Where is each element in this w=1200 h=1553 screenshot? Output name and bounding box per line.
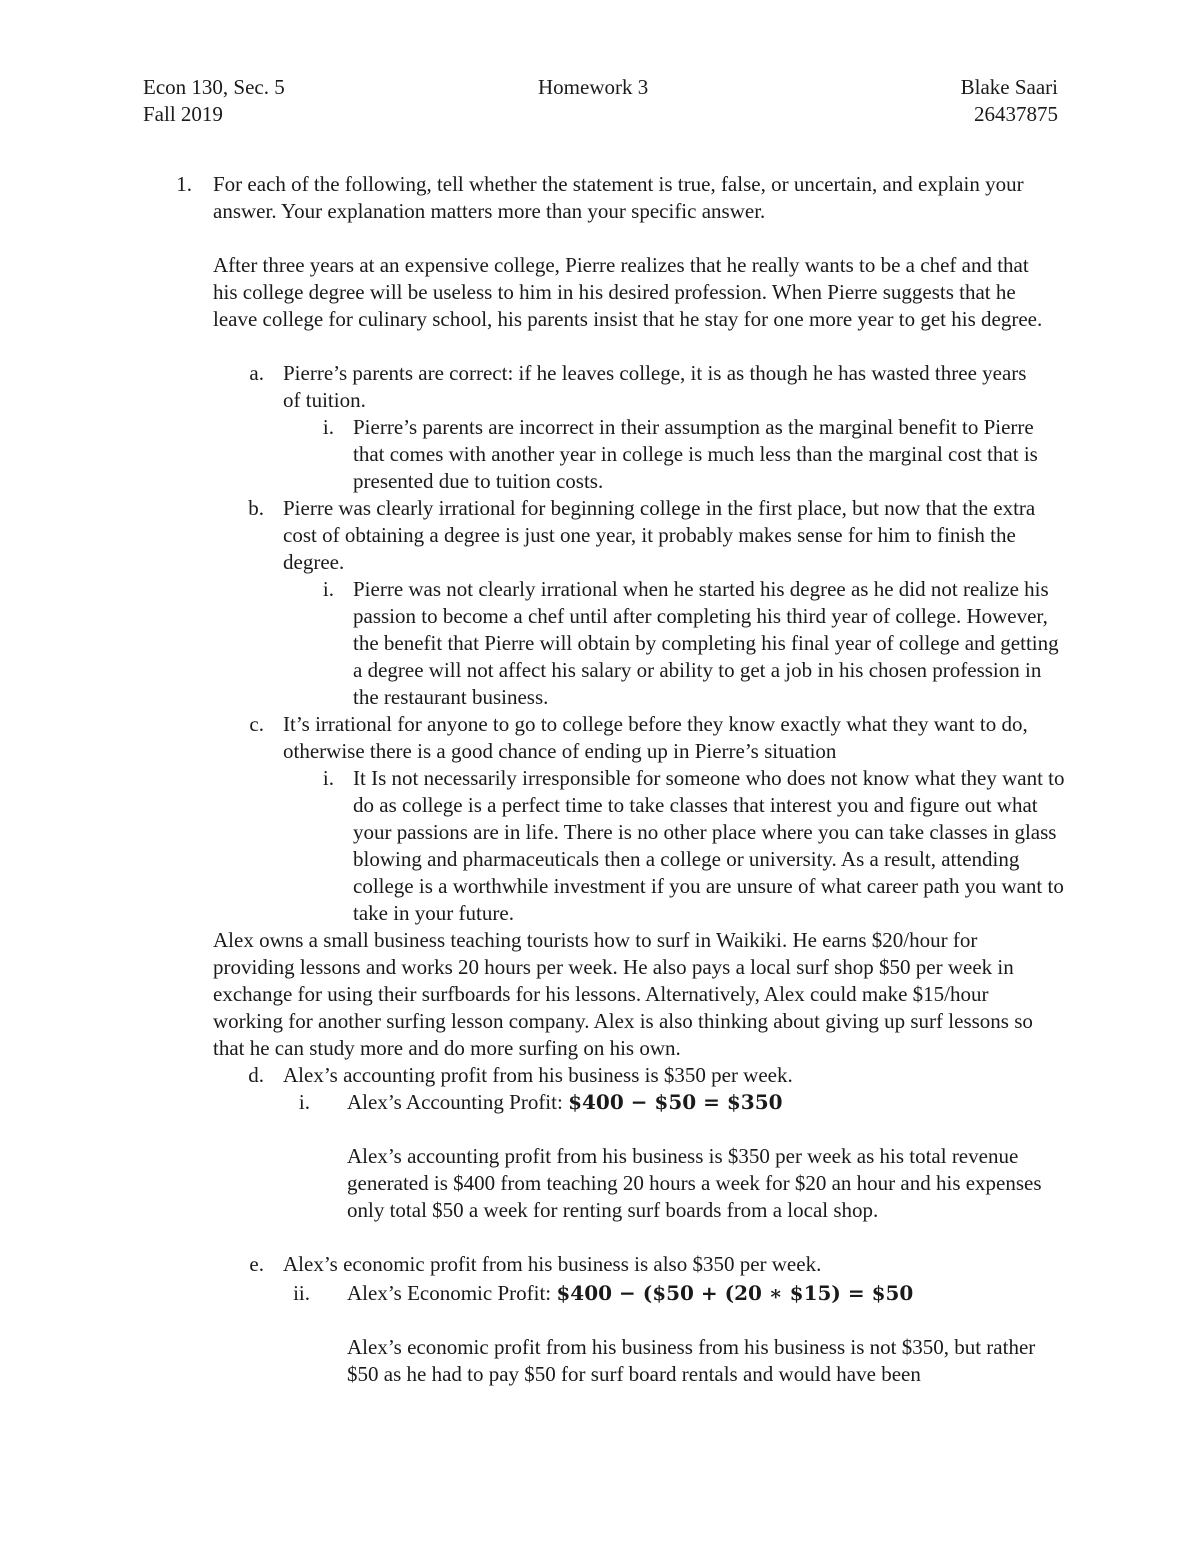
item-e-formula-line — [347, 1280, 1067, 1307]
item-c-answer-label: i. — [322, 766, 334, 790]
item-a-answer-label: i. — [322, 415, 334, 439]
scenario-alex: Alex owns a small business teaching tourists how to surf in Waikiki. He earns $20/hour for providing lessons and works 20 hours per week. He also pays a local surf shop $50 per week in exchange for using their surfboards for his lessons. Alternatively, Alex could make $15/hour working for another surfing lesson company. Alex is also thinking about giving up surf lessons so that he can study more and do more surfing on his own. — [213, 928, 1033, 1060]
item-d-formula-line — [347, 1089, 1067, 1116]
item-d-answer: Alex’s accounting profit from his business is $350 per week as his total revenue generated is $400 from teaching 20 hours a week for $20 an hour and his expenses only total $50 a week for renting surf boards from a local shop. — [347, 1144, 1042, 1222]
item-c-label: c. — [249, 712, 264, 736]
item-a-label: a. — [249, 361, 264, 385]
scenario-pierre: After three years at an expensive college, Pierre realizes that he really wants to be a chef and that his college degree will be useless to him in his desired profession. When Pierre suggests that he leave college for culinary school, his parents insist that he stay for one more year to get his degree. — [213, 253, 1043, 331]
item-e-label: e. — [249, 1252, 264, 1276]
course-label: Econ 130, Sec. 5 — [143, 75, 285, 99]
document-title: Homework 3 — [538, 75, 649, 99]
item-d-statement: Alex’s accounting profit from his business is $350 per week. — [283, 1063, 793, 1087]
item-a-statement: Pierre’s parents are correct: if he leaves college, it is as though he has wasted three years of tuition. — [283, 361, 1027, 412]
item-e-answer-label: ii. — [293, 1281, 310, 1305]
economic-profit-label: Alex’s Economic Profit: — [347, 1281, 557, 1305]
item-e-answer: Alex’s economic profit from his business from his business is not $350, but rather $50 as he had to pay $50 for surf board rentals and would have been — [347, 1335, 1036, 1386]
question-number: 1. — [176, 172, 192, 196]
economic-profit-formula: $400 − ($50 + (20 ∗ $15) = $50 — [556, 1281, 914, 1305]
accounting-profit-formula: $400 − $50 = $350 — [568, 1090, 783, 1114]
term-label: Fall 2019 — [143, 102, 223, 126]
accounting-profit-label: Alex’s Accounting Profit: — [347, 1090, 569, 1114]
item-a-answer: Pierre’s parents are incorrect in their assumption as the marginal benefit to Pierre that comes with another year in college is much less than the marginal cost that is presented due to tuition costs. — [353, 415, 1038, 493]
item-b-answer-label: i. — [322, 577, 334, 601]
item-b-label: b. — [248, 496, 264, 520]
item-d-label: d. — [248, 1063, 264, 1087]
student-id: 26437875 — [974, 102, 1058, 126]
student-name: Blake Saari — [960, 75, 1058, 99]
item-b-statement: Pierre was clearly irrational for beginning college in the first place, but now that the extra cost of obtaining a degree is just one year, it probably makes sense for him to finish the degree. — [283, 496, 1036, 574]
item-e-statement: Alex’s economic profit from his business is also $350 per week. — [283, 1252, 822, 1276]
question-prompt: For each of the following, tell whether the statement is true, false, or uncertain, and explain your answer. Your explanation matters more than your specific answer. — [213, 172, 1024, 223]
item-b-answer: Pierre was not clearly irrational when he started his degree as he did not realize his passion to become a chef until after completing his third year of college. However, the benefit that Pierre will obtain by completing his final year of college and getting a degree will not affect his salary or ability to get a job in his chosen profession in the restaurant business. — [353, 577, 1059, 709]
item-c-statement: It’s irrational for anyone to go to college before they know exactly what they want to do, otherwise there is a good chance of ending up in Pierre’s situation — [283, 712, 1028, 763]
item-c-answer: It Is not necessarily irresponsible for someone who does not know what they want to do as college is a perfect time to take classes that interest you and figure out what your passions are in life. There is no other place where you can take classes in glass blowing and pharmaceuticals then a college or university. As a result, attending college is a worthwhile investment if you are unsure of what career path you want to take in your future. — [353, 766, 1065, 925]
item-d-answer-label: i. — [298, 1090, 310, 1114]
